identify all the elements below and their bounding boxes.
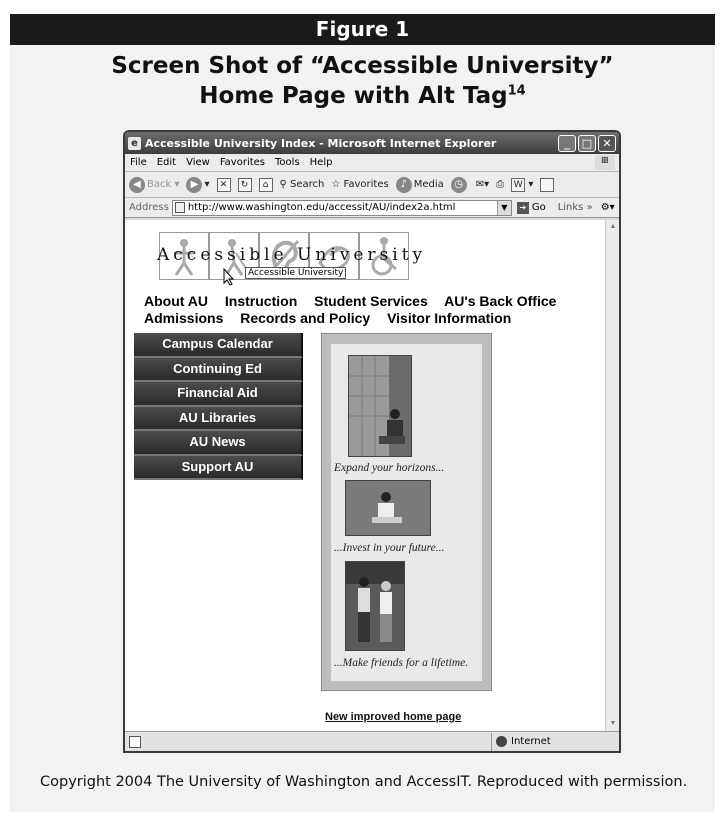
close-button[interactable]: ✕	[598, 135, 616, 152]
zone-label: Internet	[511, 736, 551, 747]
history-button[interactable]	[451, 177, 469, 193]
top-navigation	[144, 293, 584, 327]
discuss-button[interactable]	[540, 178, 554, 192]
nav-back-office[interactable]: AU's Back Office	[444, 293, 557, 309]
nav-admissions[interactable]: Admissions	[144, 310, 224, 326]
menu-file[interactable]: File	[130, 157, 147, 168]
go-button[interactable]	[517, 202, 546, 214]
friends-walking-photo	[345, 561, 405, 651]
figure-title-text: Home Page with Alt Tag	[199, 83, 508, 109]
page-content	[125, 220, 605, 731]
footnote-ref: 14	[507, 83, 526, 99]
photo-panel-inner	[331, 344, 482, 681]
copyright-text: Copyright 2004 The University of Washington and AccessIT. Reproduced with permission.	[40, 774, 688, 790]
figure-title	[10, 51, 715, 111]
toolbar	[125, 172, 619, 198]
menu-help[interactable]: Help	[309, 157, 333, 168]
edit-button[interactable]: W ▾	[511, 178, 533, 192]
address-bar	[125, 198, 619, 218]
topnav-row2	[144, 310, 584, 327]
menu-bar	[125, 154, 619, 172]
figure-title-line2	[10, 81, 715, 111]
refresh-button[interactable]	[238, 178, 252, 192]
menu-favorites[interactable]: Favorites	[219, 157, 266, 168]
discuss-icon	[540, 178, 554, 192]
figure-panel	[10, 14, 715, 812]
nav-about-au[interactable]: About AU	[144, 293, 209, 309]
status-page-icon	[129, 736, 141, 748]
media-icon: ♪	[396, 177, 412, 193]
back-arrow-icon: ◀	[129, 177, 145, 193]
scroll-down-icon[interactable]: ▼	[609, 720, 617, 727]
student-reading-photo	[348, 355, 412, 457]
site-logo-text[interactable]: Accessible University	[157, 245, 427, 265]
status-bar	[125, 731, 619, 751]
mouse-cursor-icon	[223, 268, 235, 291]
photo-panel	[321, 333, 492, 691]
vertical-scrollbar[interactable]	[605, 220, 619, 731]
topnav-row1	[144, 293, 584, 310]
history-icon: ◷	[451, 177, 467, 193]
figure-header: Figure 1	[10, 14, 715, 45]
word-icon: W	[511, 178, 525, 192]
search-icon: ⚲	[279, 179, 291, 190]
browser-window	[123, 130, 621, 753]
side-continuing-ed[interactable]: Continuing Ed	[134, 358, 303, 383]
go-label: Go	[531, 202, 546, 213]
nav-visitor-info[interactable]: Visitor Information	[387, 310, 512, 326]
caption-1: Expand your horizons...	[334, 462, 445, 474]
scroll-up-icon[interactable]: ▲	[609, 223, 617, 230]
figure-title-line1: Screen Shot of “Accessible University”	[111, 53, 614, 79]
mail-icon: ✉▾	[475, 179, 490, 190]
links-label: Links	[557, 202, 584, 213]
ie-icon: e	[128, 137, 141, 150]
alt-tooltip: Accessible University	[245, 267, 346, 279]
nav-student-services[interactable]: Student Services	[314, 293, 428, 309]
title-bar	[125, 132, 619, 154]
go-arrow-icon: ➔	[517, 202, 529, 214]
back-label: Back	[147, 179, 172, 190]
print-button[interactable]	[496, 179, 504, 190]
globe-icon	[496, 736, 507, 747]
maximize-button[interactable]: □	[578, 135, 596, 152]
back-button[interactable]: ◀ Back ▾	[129, 177, 179, 193]
side-campus-calendar[interactable]: Campus Calendar	[134, 333, 303, 358]
search-button[interactable]	[280, 179, 325, 190]
home-button[interactable]	[259, 178, 273, 192]
media-label: Media	[413, 179, 444, 190]
menu-view[interactable]: View	[186, 157, 210, 168]
links-button[interactable]: Links »	[557, 202, 593, 213]
favorites-label: Favorites	[343, 179, 389, 190]
tools-extra-icon[interactable]: ⚙▾	[600, 202, 615, 213]
menu-tools[interactable]: Tools	[275, 157, 300, 168]
mail-button[interactable]	[476, 179, 489, 190]
stop-icon: ✕	[217, 178, 231, 192]
side-au-news[interactable]: AU News	[134, 431, 303, 456]
caption-2: ...Invest in your future...	[334, 542, 445, 554]
stop-button[interactable]	[217, 178, 231, 192]
star-icon: ☆	[331, 179, 344, 190]
windows-logo-icon: ⊞	[595, 155, 615, 170]
window-title: Accessible University Index - Microsoft Internet Explorer	[145, 136, 497, 150]
forward-arrow-icon: ▶	[186, 177, 202, 193]
new-home-page-link[interactable]: New improved home page	[325, 711, 462, 723]
side-financial-aid[interactable]: Financial Aid	[134, 382, 303, 407]
nav-records-policy[interactable]: Records and Policy	[240, 310, 371, 326]
nav-instruction[interactable]: Instruction	[224, 293, 298, 309]
page-icon	[175, 202, 185, 213]
minimize-button[interactable]: _	[558, 135, 576, 152]
security-zone	[491, 733, 551, 751]
home-icon: ⌂	[259, 178, 273, 192]
url-text: http://www.washington.edu/accessit/AU/index2a.html	[187, 202, 456, 213]
address-input[interactable]	[172, 200, 512, 216]
caption-3: ...Make friends for a lifetime.	[334, 657, 469, 669]
favorites-button[interactable]	[331, 179, 388, 190]
address-dropdown-icon[interactable]: ▼	[497, 201, 511, 215]
side-au-libraries[interactable]: AU Libraries	[134, 407, 303, 432]
search-label: Search	[290, 179, 325, 190]
menu-edit[interactable]: Edit	[156, 157, 177, 168]
media-button[interactable]	[396, 177, 444, 193]
refresh-icon: ↻	[238, 178, 252, 192]
side-navigation	[134, 333, 303, 480]
address-label: Address	[129, 202, 169, 213]
print-icon: ⎙	[496, 179, 505, 190]
student-on-lawn-photo	[345, 480, 431, 536]
side-support-au[interactable]: Support AU	[134, 456, 303, 481]
forward-button[interactable]: ▶ ▾	[186, 177, 209, 193]
